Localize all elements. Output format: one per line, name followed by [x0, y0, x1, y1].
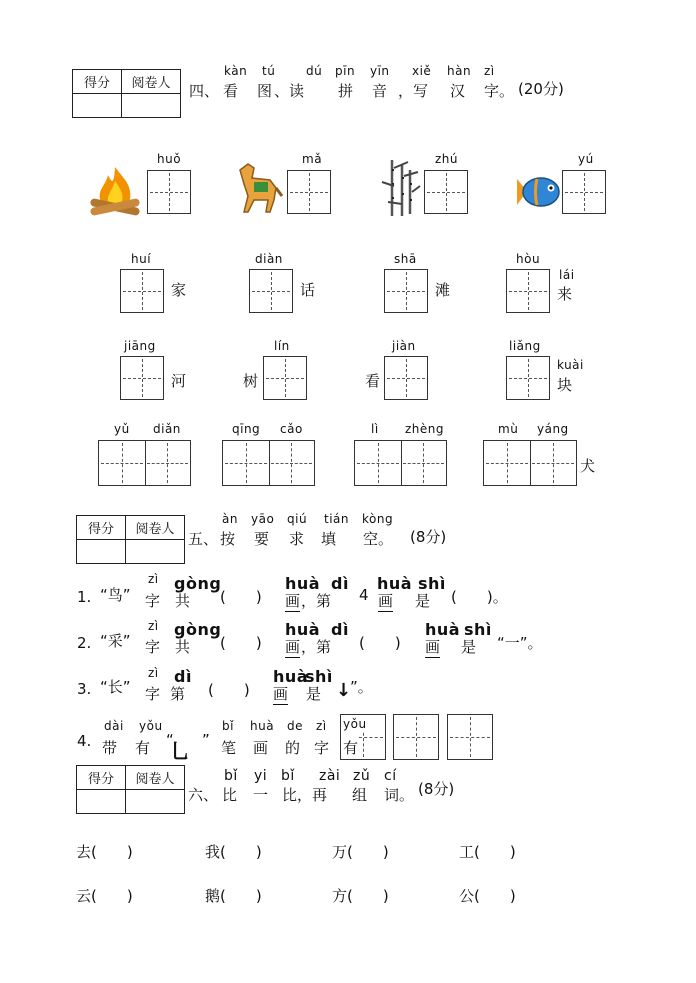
- pinyin: diǎn: [153, 422, 181, 436]
- pinyin: yi: [254, 768, 268, 784]
- answer-blank[interactable]: ( ): [359, 634, 401, 652]
- stroke-glyph: ↓: [336, 680, 352, 701]
- pinyin: shā: [394, 252, 417, 266]
- question-text: 是: [461, 638, 477, 656]
- question-number: 2.: [77, 634, 92, 652]
- title-char: 按: [220, 530, 236, 548]
- pinyin: liǎng: [509, 339, 541, 353]
- pinyin: tián: [324, 512, 349, 526]
- question-text: 画: [285, 592, 301, 610]
- question-text: 的: [285, 739, 301, 757]
- title-char: 组: [352, 786, 368, 804]
- word-blank[interactable]: 公( ): [459, 887, 516, 905]
- question-text: ”。: [350, 678, 373, 696]
- title-char: 音: [372, 82, 388, 100]
- question-text: “一”。: [497, 634, 543, 652]
- score-label: 得分: [73, 70, 122, 94]
- question-text: 画: [253, 739, 269, 757]
- reviewer-label: 阅卷人: [126, 516, 185, 540]
- word-char: 来: [557, 285, 573, 303]
- word-char: 看: [365, 372, 381, 390]
- question-text: 画: [285, 638, 301, 656]
- word-char: 犬: [580, 457, 596, 475]
- pinyin: gòng: [174, 620, 222, 639]
- pinyin: dì: [174, 667, 192, 686]
- pinyin: yāo: [251, 512, 275, 526]
- reviewer-cell[interactable]: [126, 790, 185, 814]
- pinyin: xiě: [412, 64, 432, 78]
- question-text: 第: [170, 685, 186, 703]
- score-table-sec4: [72, 69, 181, 118]
- pinyin: dú: [306, 64, 323, 78]
- title-char: 看: [223, 82, 239, 100]
- writing-box[interactable]: [562, 170, 606, 214]
- title-char: 空。: [363, 530, 394, 548]
- pinyin: huà: [425, 620, 461, 639]
- pinyin: jiàn: [392, 339, 416, 353]
- question-text: 带: [102, 739, 118, 757]
- title-char: 词。: [384, 786, 415, 804]
- title-char: 一: [253, 786, 269, 804]
- title-char: 汉: [450, 82, 466, 100]
- question-text: 是: [415, 592, 431, 610]
- writing-box[interactable]: [424, 170, 468, 214]
- question-text: “鸟”: [100, 586, 131, 604]
- pinyin: shì: [418, 574, 446, 593]
- score-cell[interactable]: [77, 790, 126, 814]
- pinyin: huà: [250, 719, 275, 733]
- title-char: ，写: [398, 82, 429, 100]
- answer-blank[interactable]: ( ): [220, 634, 262, 652]
- question-text: 是: [306, 685, 322, 703]
- points: (8分): [410, 528, 447, 546]
- pinyin: gòng: [174, 574, 222, 593]
- pinyin: huà: [285, 574, 321, 593]
- pinyin: cí: [384, 768, 397, 784]
- pinyin: zhú: [435, 152, 459, 166]
- pinyin: huà: [273, 667, 309, 686]
- word-blank[interactable]: 鹅( ): [205, 887, 262, 905]
- score-label: 得分: [77, 766, 126, 790]
- pinyin: qīng: [232, 422, 261, 436]
- word-blank[interactable]: 我( ): [205, 843, 262, 861]
- title-char: 拼: [338, 82, 354, 100]
- stroke-glyph: 乚: [170, 739, 190, 763]
- writing-box-pair[interactable]: [222, 440, 315, 486]
- question-text: 字: [314, 739, 330, 757]
- score-cell[interactable]: [73, 94, 122, 118]
- horse-icon: [232, 160, 284, 216]
- answer-blank[interactable]: ( ): [220, 588, 262, 606]
- title-char: 求: [289, 530, 305, 548]
- pinyin: de: [287, 719, 303, 733]
- pinyin: huà: [285, 620, 321, 639]
- title-char: 图: [257, 82, 273, 100]
- word-char: 话: [300, 281, 316, 299]
- pinyin: dì: [331, 620, 349, 639]
- pinyin: huǒ: [157, 152, 182, 166]
- question-text: 4: [359, 586, 369, 604]
- question-text: ，第: [301, 592, 332, 610]
- pinyin: yīn: [370, 64, 390, 78]
- pinyin: zì: [316, 719, 327, 733]
- pinyin: zì: [148, 572, 159, 586]
- pinyin: yú: [578, 152, 594, 166]
- word-blank[interactable]: 方( ): [332, 887, 389, 905]
- title-char: 要: [254, 530, 270, 548]
- points: (20分): [518, 80, 564, 98]
- pinyin: yǒu: [343, 717, 367, 731]
- reviewer-label: 阅卷人: [126, 766, 185, 790]
- question-text: 画: [273, 685, 289, 703]
- writing-box[interactable]: [249, 269, 293, 313]
- pinyin: huà: [377, 574, 413, 593]
- score-cell[interactable]: [77, 540, 126, 564]
- pinyin: bǐ: [224, 768, 238, 784]
- question-text: “采”: [100, 632, 131, 650]
- question-text: ”: [202, 731, 210, 749]
- pinyin: lì: [371, 422, 379, 436]
- writing-box[interactable]: [147, 170, 191, 214]
- pinyin: shì: [305, 667, 333, 686]
- pinyin: cǎo: [280, 422, 303, 436]
- word-blank[interactable]: 去( ): [76, 843, 133, 861]
- bamboo-icon: [378, 156, 422, 218]
- pinyin: lín: [274, 339, 290, 353]
- writing-box[interactable]: [393, 714, 439, 760]
- reviewer-label: 阅卷人: [122, 70, 181, 94]
- question-text: 笔: [221, 739, 237, 757]
- pinyin: huí: [131, 252, 152, 266]
- question-text: 共: [175, 638, 191, 656]
- writing-box[interactable]: [287, 170, 331, 214]
- title-char: 字。: [484, 82, 515, 100]
- word-char: 滩: [435, 281, 451, 299]
- title-char: 比: [222, 786, 238, 804]
- pinyin: diàn: [255, 252, 283, 266]
- writing-box[interactable]: [384, 356, 428, 400]
- pinyin: hàn: [447, 64, 472, 78]
- pinyin: zì: [484, 64, 495, 78]
- pinyin: yáng: [537, 422, 569, 436]
- word-blank[interactable]: 工( ): [459, 843, 516, 861]
- title-char: 、读: [274, 82, 305, 100]
- answer-blank[interactable]: ( ): [208, 681, 250, 699]
- pinyin: yǔ: [114, 422, 130, 436]
- pinyin: zì: [148, 619, 159, 633]
- reviewer-cell[interactable]: [126, 540, 185, 564]
- pinyin: pīn: [335, 64, 356, 78]
- question-text: 有: [135, 739, 151, 757]
- writing-box[interactable]: [120, 269, 164, 313]
- question-number: 1.: [77, 588, 92, 606]
- question-text: 字: [145, 592, 161, 610]
- pinyin: kòng: [362, 512, 394, 526]
- pinyin: shì: [464, 620, 492, 639]
- pinyin: bǐ: [222, 719, 234, 733]
- question-text: 画: [378, 592, 394, 610]
- question-text: 画: [425, 638, 441, 656]
- points: (8分): [418, 780, 455, 798]
- writing-box[interactable]: [263, 356, 307, 400]
- pinyin: dài: [104, 719, 124, 733]
- question-number: 4.: [77, 732, 92, 750]
- score-table-sec5: [76, 515, 185, 564]
- pinyin: zì: [148, 666, 159, 680]
- question-text: “长”: [100, 678, 131, 696]
- pinyin: mù: [498, 422, 519, 436]
- pinyin: hòu: [516, 252, 541, 266]
- word-char: 树: [243, 372, 259, 390]
- question-text: “: [166, 731, 174, 749]
- question-text: 共: [175, 592, 191, 610]
- section-number: 六、: [188, 786, 219, 804]
- pinyin: zhèng: [405, 422, 445, 436]
- section-number: 五、: [188, 530, 219, 548]
- writing-box-pair[interactable]: [354, 440, 447, 486]
- writing-box[interactable]: [120, 356, 164, 400]
- score-label: 得分: [77, 516, 126, 540]
- writing-box[interactable]: [447, 714, 493, 760]
- fire-icon: [86, 163, 144, 219]
- pinyin: jiāng: [124, 339, 156, 353]
- pinyin: zài: [319, 768, 341, 784]
- pinyin: qiú: [287, 512, 308, 526]
- pinyin: kuài: [557, 358, 584, 372]
- question-text: ，第: [301, 638, 332, 656]
- title-char: 比，再: [282, 786, 328, 804]
- word-char: 块: [557, 376, 573, 394]
- word-char: 家: [171, 281, 187, 299]
- pinyin: dì: [331, 574, 349, 593]
- pinyin: kàn: [224, 64, 248, 78]
- writing-box[interactable]: [506, 269, 550, 313]
- word-blank[interactable]: 万( ): [332, 843, 389, 861]
- word-char: 河: [171, 372, 187, 390]
- score-table-sec6: [76, 765, 185, 814]
- question-text: 有: [343, 739, 359, 757]
- word-blank[interactable]: 云( ): [76, 887, 133, 905]
- reviewer-cell[interactable]: [122, 94, 181, 118]
- writing-box-pair[interactable]: [483, 440, 577, 486]
- writing-box[interactable]: [384, 269, 428, 313]
- answer-blank[interactable]: ( )。: [451, 588, 508, 606]
- pinyin: bǐ: [281, 768, 295, 784]
- question-number: 3.: [77, 680, 92, 698]
- writing-box[interactable]: [506, 356, 550, 400]
- pinyin: zǔ: [353, 768, 371, 784]
- question-text: 字: [145, 685, 161, 703]
- section-number: 四、: [189, 82, 220, 100]
- pinyin: lái: [559, 268, 575, 282]
- pinyin: tú: [262, 64, 276, 78]
- pinyin: yǒu: [139, 719, 163, 733]
- fish-icon: [513, 171, 561, 213]
- question-text: 字: [145, 638, 161, 656]
- writing-box-pair[interactable]: [98, 440, 191, 486]
- title-char: 填: [321, 530, 337, 548]
- pinyin: mǎ: [302, 152, 323, 166]
- pinyin: àn: [222, 512, 238, 526]
